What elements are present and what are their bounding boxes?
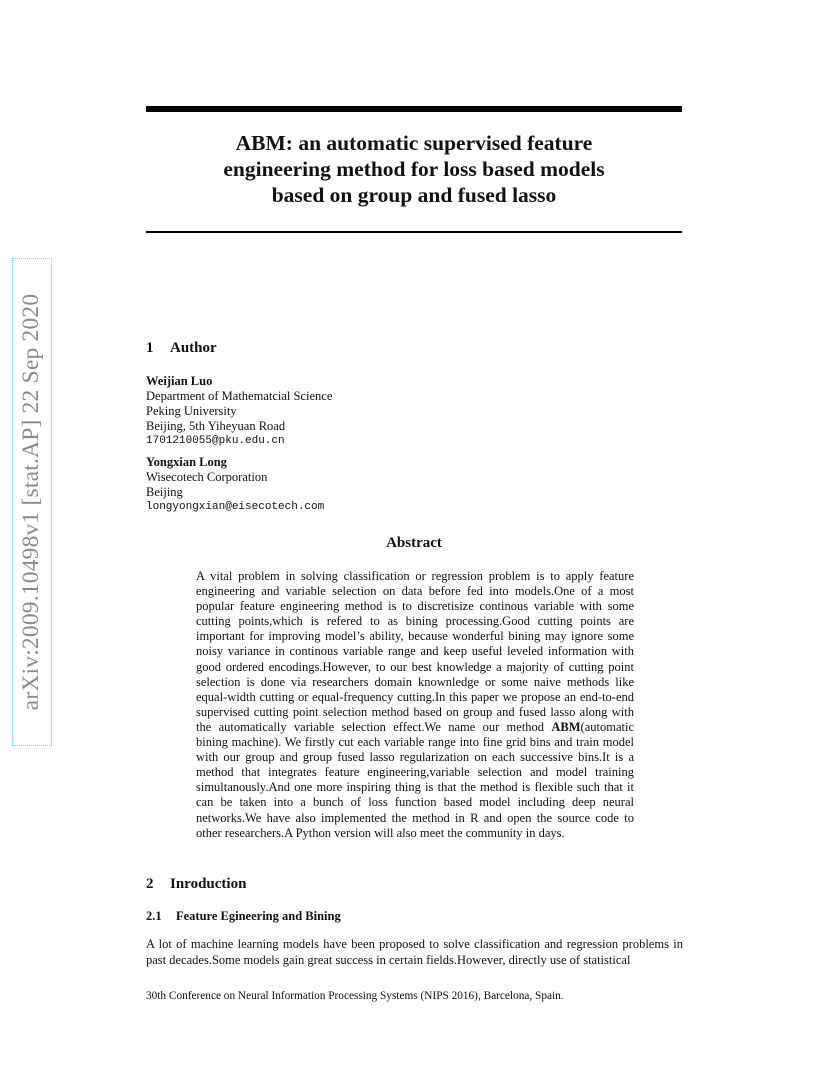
author-affiliation-line: Department of Mathematcial Science bbox=[146, 389, 333, 403]
conference-footnote: 30th Conference on Neural Information Processing Systems (NIPS 2016), Barcelona, Spain. bbox=[146, 990, 564, 1002]
paper-title bbox=[146, 130, 682, 208]
author-affiliation-line: Beijing, 5th Yiheyuan Road bbox=[146, 419, 286, 433]
abstract-body bbox=[196, 569, 634, 841]
arxiv-identifier-stamp: arXiv:2009.10498v1 [stat.AP] 22 Sep 2020 bbox=[12, 258, 52, 746]
section-heading-author bbox=[146, 340, 217, 357]
author-affiliation-line: Wisecotech Corporation bbox=[146, 470, 268, 484]
subsection-heading bbox=[146, 909, 341, 924]
title-line: engineering method for loss based models bbox=[223, 157, 605, 181]
subsection-title: Feature Egineering and Bining bbox=[176, 909, 341, 923]
abstract-text: (automatic bining machine). We firstly cut each variable range into fine grid bins and train model with our group and group fused lasso regularization on each successive bins.It is a method that integrates feature engineering,variable selection and model training simultanously.And one more inspiring thing is that the method is flexible such that it can be taken into a bunch of loss function based model including deep neural networks.We have also implemented the method in R and open the source code to other researchers.A Python version will also meet the community in days. bbox=[196, 719, 634, 840]
author-email: longyongxian@eisecotech.com bbox=[146, 501, 325, 513]
abstract-heading: Abstract bbox=[386, 535, 442, 551]
title-bottom-rule bbox=[146, 231, 682, 233]
abstract-text: A vital problem in solving classification or regression problem is to apply feature engineering and variable selection on data before fed into models.One of a most popular feature engineering method is to discretisize continous variable with some cutting points,which is refered to as bining processing.Good cutting points are important for improving model’s ability, because wonderful bining may ignore some noisy variance in continous variable range and keep useful leveled information with good ordered encodings.However, to our best knowledge a majority of cutting point selection is done via researchers domain knownledge or some naive methods like equal-width cutting or equal-frequency cutting.In this paper we propose an end-to-end supervised cutting point selection method based on group and fused lasso along with the automatically variable selection effect.We name our method bbox=[196, 569, 634, 734]
author-name: Weijian Luo bbox=[146, 374, 213, 388]
abstract-method-name: ABM bbox=[551, 719, 581, 734]
title-line: based on group and fused lasso bbox=[271, 183, 557, 207]
intro-paragraph: A lot of machine learning models have been proposed to solve classification and regression problems in past decades.Some models gain great success in certain fields.However, directly use of statistical bbox=[146, 937, 683, 967]
title-line: ABM: an automatic supervised feature bbox=[235, 131, 593, 155]
section-number: 1 bbox=[146, 340, 154, 356]
author-affiliation-line: Peking University bbox=[146, 404, 237, 418]
section-title: Inroduction bbox=[170, 876, 247, 892]
author-email: 1701210055@pku.edu.cn bbox=[146, 435, 285, 447]
section-number: 2 bbox=[146, 876, 154, 892]
author-affiliation-line: Beijing bbox=[146, 485, 183, 499]
author-block-1 bbox=[146, 374, 332, 449]
section-title: Author bbox=[170, 340, 217, 356]
title-top-rule bbox=[146, 106, 682, 112]
section-heading-introduction bbox=[146, 876, 246, 893]
author-name: Yongxian Long bbox=[146, 455, 227, 469]
subsection-number: 2.1 bbox=[146, 909, 162, 923]
author-block-2 bbox=[146, 455, 324, 515]
